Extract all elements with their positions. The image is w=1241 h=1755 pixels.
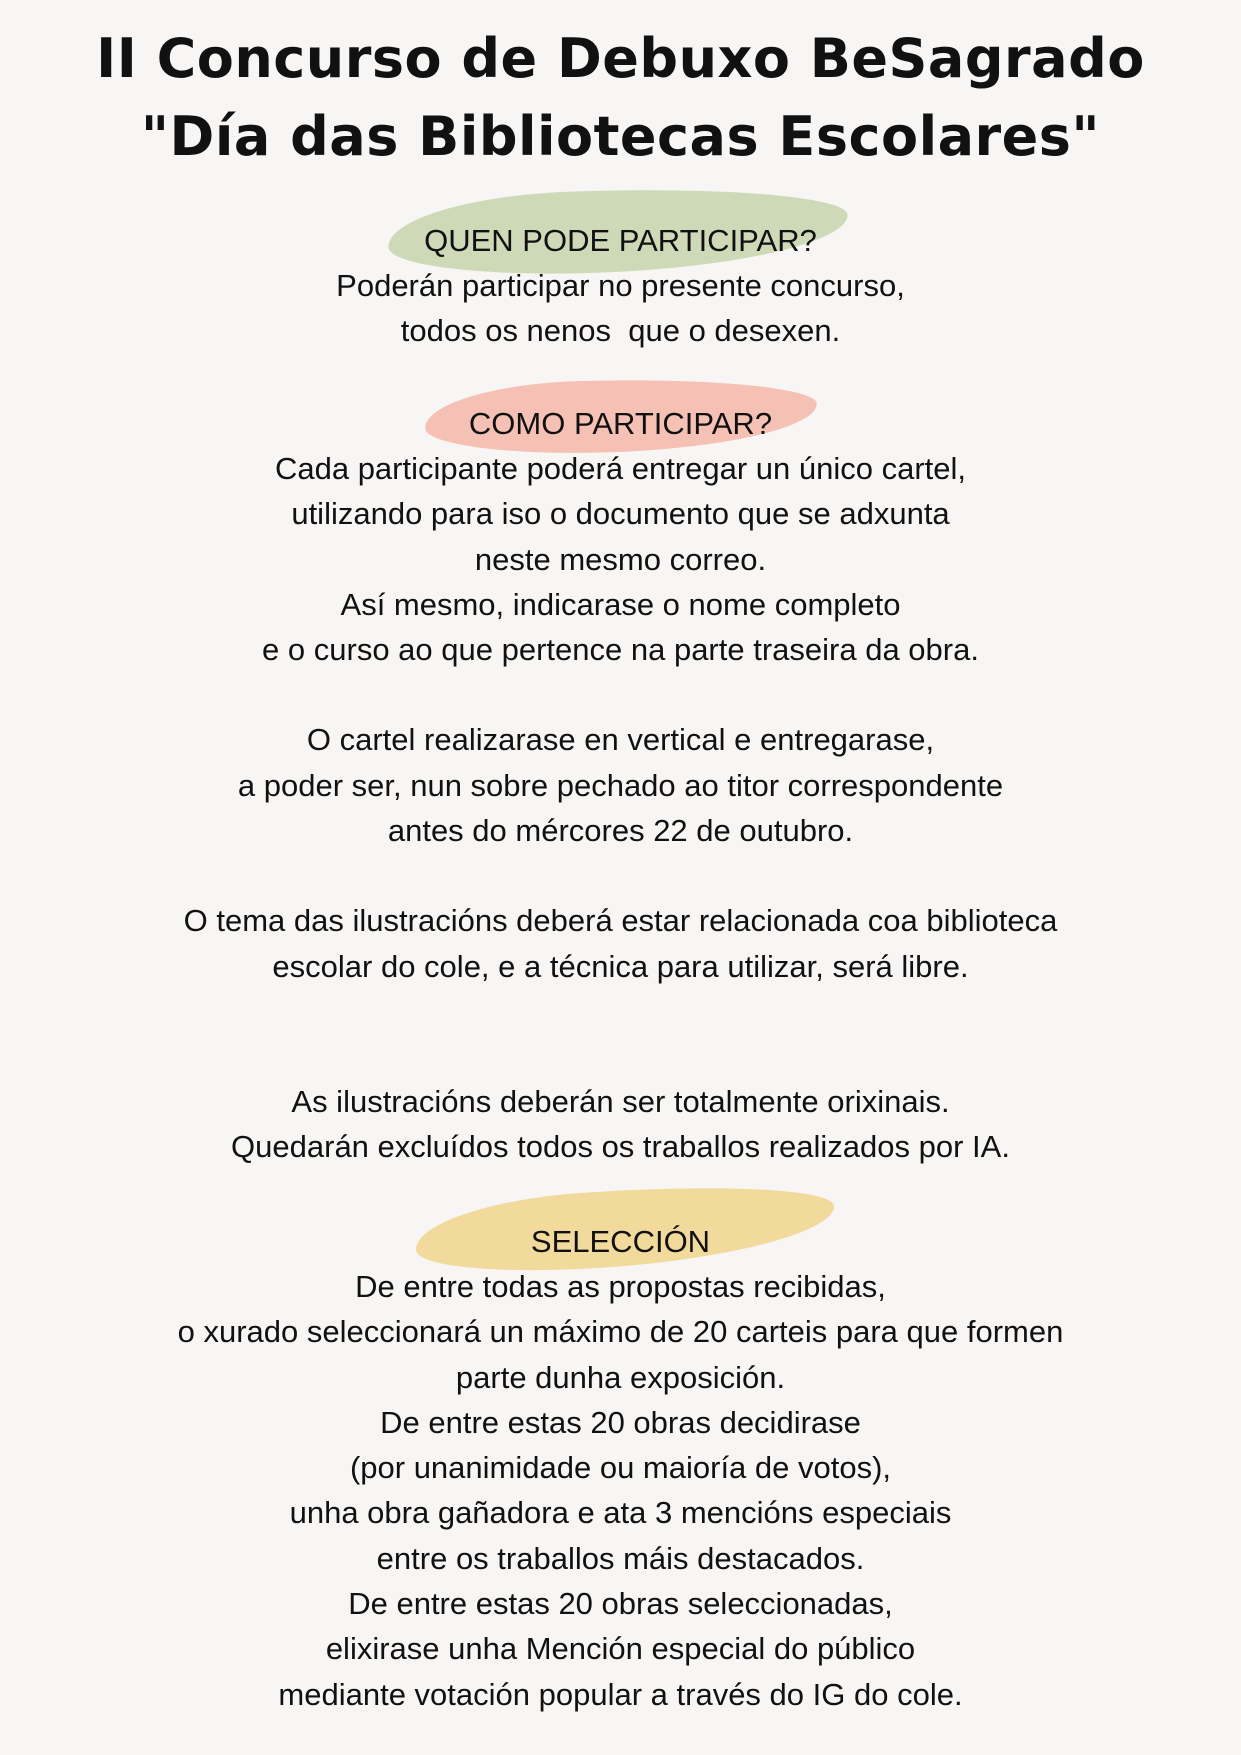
how-line: antes do mércores 22 de outubro.: [387, 813, 854, 849]
selection-line: (por unanimidade ou maioría de votos),: [349, 1450, 892, 1486]
heading-selection: SELECCIÓN: [530, 1224, 711, 1259]
heading-who: QUEN PODE PARTICIPAR?: [424, 223, 817, 258]
how-line: As ilustracións deberán ser totalmente orixinais.: [291, 1083, 950, 1119]
selection-line: De entre todas as propostas recibidas,: [355, 1269, 886, 1304]
selection-line: De entre estas 20 obras seleccionadas,: [348, 1586, 893, 1622]
how-line: O cartel realizarase en vertical e entregarase,: [306, 722, 935, 758]
how-line: Quedarán excluídos todos os traballos realizados por IA.: [231, 1129, 1010, 1165]
how-line: escolar do cole, e a técnica para utilizar, será libre.: [272, 948, 969, 984]
heading-how: COMO PARTICIPAR?: [468, 406, 773, 441]
who-line: todos os nenos que o desexen.: [400, 313, 841, 349]
selection-text: [0, 1264, 1241, 1717]
who-line: Poderán participar no presente concurso,: [336, 268, 905, 303]
section-how: [0, 402, 1241, 1170]
how-text: [0, 446, 1241, 1170]
section-who: [0, 219, 1241, 354]
title-line-1: II Concurso de Debuxo BeSagrado: [96, 27, 1145, 90]
selection-line: entre os traballos máis destacados.: [376, 1540, 865, 1576]
how-line: Cada participante poderá entregar un único cartel,: [274, 451, 967, 486]
how-line: e o curso ao que pertence na parte traseira da obra.: [262, 632, 979, 668]
selection-line: unha obra gañadora e ata 3 mencións especiais: [289, 1495, 952, 1531]
how-line: O tema das ilustracións deberá estar relacionada coa biblioteca: [183, 903, 1058, 939]
how-line: neste mesmo correo.: [474, 541, 767, 577]
how-line: utilizando para iso o documento que se adxunta: [291, 496, 950, 532]
selection-line: De entre estas 20 obras decidirase: [380, 1404, 861, 1440]
how-line: Así mesmo, indicarase o nome completo: [340, 586, 901, 622]
selection-line: mediante votación popular a través do IG do cole.: [278, 1676, 963, 1712]
how-line: a poder ser, nun sobre pechado ao titor correspondente: [237, 767, 1004, 803]
selection-line: elixirase unha Mención especial do público: [325, 1631, 916, 1667]
poster-title: [0, 20, 1241, 176]
who-text: [0, 263, 1241, 354]
selection-line: o xurado seleccionará un máximo de 20 carteis para que formen: [177, 1314, 1064, 1350]
section-selection: [0, 1220, 1241, 1717]
selection-line: parte dunha exposición.: [455, 1359, 786, 1395]
title-line-2: "Día das Bibliotecas Escolares": [140, 105, 1101, 168]
